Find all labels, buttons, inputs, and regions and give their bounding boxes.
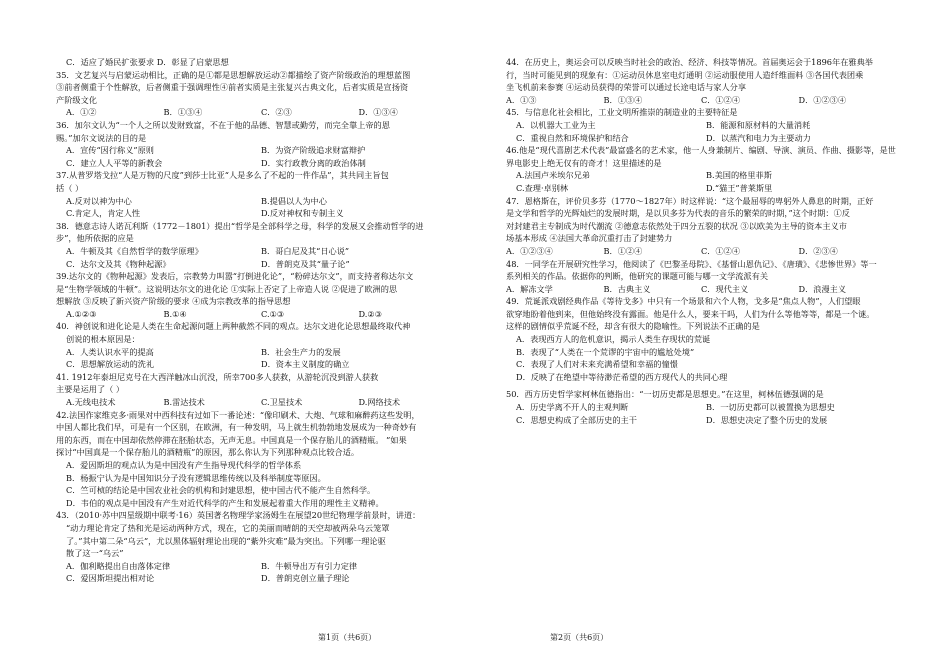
question-text-line: 47．恩格斯在，评价贝多芬（1770～1827年）时这样说：“这个最屈辱的卑躬外人鼻息的时期，正好 — [506, 195, 874, 206]
question-text-line: 想解放 ③反映了新兴资产阶级的要求 ④成为宗教改革的指导思想 — [56, 296, 291, 307]
question-text-line: C．适应了婚民扩张要求 D．彰显了启蒙思想 — [66, 57, 229, 67]
answer-option: A．宣传“因行称义”原则 — [66, 145, 154, 156]
answer-option: C．思想解放运动的洗礼 — [66, 359, 155, 370]
answer-option: A．以机器大工业为主 — [516, 119, 596, 130]
question-text-line: 产阶级文化 — [56, 94, 97, 105]
answer-option: A．①②③④ — [506, 245, 553, 256]
question-text-line: 步”，他所依据的应是 — [56, 233, 134, 244]
question-text-line: 40．神创说和进化论是人类在生命起源问题上两种截然不同的观点。达尔文进化论思想最终取代神 — [56, 321, 411, 332]
question-text-line: 界电影史上绝无仅有的奇才！这里描述的是 — [506, 157, 662, 168]
answer-options-row — [506, 414, 896, 427]
answer-option: C．爱因斯坦提出相对论 — [66, 573, 155, 584]
question-text-line: 行，当时可能见到的现象有：①运动员休息室电灯通明 ②运动服使用人造纤维面料 ③各国代表团乘 — [506, 69, 864, 80]
question-text-line: 用的东西，而在中国却依然停滞在胚胎状态，无声无息。中国真是一个保存胎儿的酒精瓶。 ”如果 — [56, 434, 407, 445]
answer-option: D．思想史决定了整个历史的发展 — [706, 414, 828, 425]
question-text-line: 探讨“中国真是一个保存胎儿的酒精瓶”的原因，那么你认为下列那种观点比较合适。 — [56, 447, 360, 458]
answer-option: B.美国的格里菲斯 — [706, 170, 772, 181]
question-text-line: 中国人都比我们早，可是有一个区别，在欧洲，有一种发明，马上就生机勃勃地发展成为一种奇妙有 — [56, 422, 417, 433]
question-text-line: 是“生物学领域的牛顿”。这说明达尔文的进化论 ①实际上否定了上帝造人说 ②促进了欧洲的思 — [56, 283, 398, 294]
question-text-line: 括（ ） — [56, 182, 84, 193]
question-text-line: 创说的根本原因是： — [66, 334, 140, 345]
answer-option: D．普朗克创立量子理论 — [261, 573, 350, 584]
answer-option: C．建立人人平等的新教会 — [66, 157, 163, 168]
answer-option: C．①②④ — [701, 94, 741, 105]
answer-options-row — [56, 195, 456, 208]
question-text-line: 49．荒诞派戏剧经典作品《等待戈多》中只有一个场景和六个人物，戈多是“焦点人物”，人们望眼 — [506, 296, 861, 307]
answer-options-row — [56, 358, 456, 371]
answer-options-row — [506, 94, 896, 107]
answer-options-row — [506, 169, 896, 182]
answer-option: D．普朗克及其“量子论” — [261, 258, 350, 269]
answer-option: A．伽利略提出自由落体定律 — [66, 560, 171, 571]
answer-option: D.反对神权和专制主义 — [261, 208, 344, 219]
question-text-line: B．杨振宁认为是中国知识分子没有逻辑思维传统以及科举制度等原因。 — [66, 472, 326, 483]
question-text-line: 欲穿地盼着他到来，但他始终没有露面。他是什么人，要来干吗，人们为什么等他等等，都是一个谜。 — [506, 308, 875, 319]
answer-option: B．一切历史都可以被置换为思想史 — [706, 402, 835, 413]
question-text-line: D．韦伯的观点是中国没有产生对近代科学的产生和发展起着重大作用的理性主义精神。 — [66, 497, 384, 508]
answer-option: B．牛顿导出万有引力定律 — [261, 560, 358, 571]
answer-options-row — [506, 401, 896, 414]
question-text-line: 赐。”加尔文说法的目的是 — [56, 132, 147, 143]
answer-option: A.无线电技术 — [66, 397, 116, 408]
answer-option: A．①③ — [506, 94, 537, 105]
answer-options-row — [506, 283, 896, 296]
question-text-line: 36．加尔文认为“一个人之所以发财致富，不在于他的品德、智慧或勤劳，而完全靠上帝的恩 — [56, 119, 390, 130]
question-text-line: 坐飞机前来参赛 ④运动员获得的荣誉可以通过长途电话与家人分享 — [506, 82, 747, 93]
answer-option: C.卫星技术 — [261, 397, 303, 408]
answer-option: B．古典主义 — [603, 283, 651, 294]
answer-option: D．①③④ — [358, 107, 398, 118]
answer-option: C．①②④ — [701, 245, 741, 256]
answer-options-row — [56, 346, 456, 359]
question-text-line: 50．西方历史哲学家柯林伍德指出：“一切历史都是思想史。”在这里，柯林伍德强调的是 — [506, 389, 824, 400]
answer-option: B.提倡以人为中心 — [261, 195, 327, 206]
answer-option: A.法国卢米埃尔兄弟 — [516, 170, 591, 181]
answer-options-row — [56, 245, 456, 258]
answer-option: A.反对以神为中心 — [66, 195, 132, 206]
answer-option: B.雷达技术 — [163, 397, 205, 408]
answer-option: D．①②③④ — [798, 94, 847, 105]
question-text-line: 44．在历史上，奥运会可以反映当时社会的政治、经济、科技等情况。首届奥运会于1896年在雅典举 — [506, 57, 873, 67]
answer-option: D．实行政教分离的政治体制 — [261, 157, 366, 168]
answer-option: D.网络技术 — [358, 397, 401, 408]
answer-options-row — [506, 245, 896, 258]
question-text-line: 系列相关的作品。依据你的判断，他研究的课题可能与哪一文学流派有关 — [506, 271, 769, 282]
answer-option: C．重视自然和环境保护和结合 — [516, 132, 629, 143]
answer-option: A．①② — [66, 107, 97, 118]
answer-option: B．①③④ — [603, 94, 643, 105]
question-text-line: 了。”其中第二朵“乌云”，尤以黑体辐射理论出现的“紫外灾难”最为突出。下列哪一理论驱 — [66, 535, 386, 546]
question-text-line: 场基本形成 ④法国大革命沉重打击了封建势力 — [506, 233, 673, 244]
question-text-line: 主要是运用了（ ） — [56, 384, 125, 395]
question-text-line: 42.法国作家维克多·雨果对中西科技有过如下一番论述：“像印刷术、大炮、气球和麻醉药这些发明， — [56, 409, 420, 420]
question-text-line: 43．（2010·苏中四星级期中联考·16）英国著名物理学家汤姆生在展望20世纪物理学前景时，讲道： — [56, 510, 421, 521]
question-text-line: ③前者侧重于个性解放，后者侧重于强调理性④前者实质是主张复兴古典文化，后者实质是宣扬资 — [56, 82, 409, 93]
answer-option: B．社会生产力的发展 — [261, 346, 341, 357]
question-text-line: 38．德意志诗人诺瓦利斯（1772－1801）提出“哲学是全部科学之母，科学的发展又会推动哲学的进 — [56, 220, 424, 231]
answer-option: C.①③ — [261, 308, 285, 319]
question-text-line: 37.从普罗塔戈拉“人是万物的尺度”到莎士比亚“人是多么了不起的一件作品”，其共同主旨包 — [56, 170, 389, 181]
answer-options-row — [56, 144, 456, 157]
question-text-line: C．表现了人们对未来充满希望和幸福的憧憬 — [516, 359, 678, 370]
answer-options-row — [56, 207, 456, 220]
answer-option: D.②③ — [358, 308, 383, 319]
question-text-line: 对封建君主专制成为时代潮流 ②德意志依然处于四分五裂的状况 ③以欧美为主导的资本主义市 — [506, 220, 847, 231]
answer-option: D．以蒸汽和电力为主要动力 — [706, 132, 811, 143]
question-text-line: 45．与信息化社会相比，工业文明所推崇的制造业的主要特征是 — [506, 107, 738, 118]
answer-option: A．牛顿及其《自然哲学的数学原理》 — [66, 245, 203, 256]
page-2-footer: 第2页（共6页） — [550, 633, 609, 642]
page-1-column — [56, 56, 456, 628]
question-text-line: C．竺可桢的结论是中国农业社会的机构和封建思想，使中国古代不能产生自然科学。 — [66, 485, 376, 496]
answer-option: D．浪漫主义 — [798, 283, 847, 294]
answer-option: B．①③④ — [163, 107, 203, 118]
answer-option: C.查理·卓别林 — [516, 182, 569, 193]
question-text-line: “动力理论肯定了热和光是运动两种方式，现在，它的美丽而晴朗的天空却被两朵乌云笼罩 — [66, 522, 390, 533]
answer-options-row — [56, 572, 456, 585]
answer-options-row — [56, 308, 456, 321]
answer-options-row — [56, 157, 456, 170]
answer-option: C.肯定人，肯定人性 — [66, 208, 141, 219]
answer-option: B．①②④ — [603, 245, 643, 256]
question-text-line: 48．一同学在开展研究性学习，他阅读了《巴黎圣母院》、《基督山恩仇记》、《唐璜》、《悲惨世界》等一 — [506, 258, 877, 269]
page-1-footer: 第1页（共6页） — [318, 633, 377, 642]
question-text-line: 46.他是“现代喜剧艺术代表”最富盛名的艺术家，他一人身兼制片、编剧、导演、演员、作曲、摄影等，是世 — [506, 145, 896, 156]
answer-option: A．人类认识水平的提高 — [66, 346, 154, 357]
answer-options-row — [56, 560, 456, 573]
page-2-column — [506, 56, 896, 628]
answer-options-row — [56, 258, 456, 271]
answer-option: B．为资产阶级追求财富辩护 — [261, 145, 366, 156]
answer-option: C．现代主义 — [701, 283, 749, 294]
answer-option: B．哥白尼及其“日心说” — [261, 245, 350, 256]
question-text-line: 这样的剧情似乎荒诞不经，却含有很大的隐喻性。下列说法不正确的是 — [506, 321, 760, 332]
answer-option: B．能源和原材料的大量消耗 — [706, 119, 811, 130]
answer-options-row — [56, 106, 456, 119]
answer-option: C．②③ — [261, 107, 292, 118]
answer-options-row — [56, 396, 456, 409]
answer-options-row — [506, 182, 896, 195]
question-text-line: A．爱因斯坦的观点认为是中国没有产生指导现代科学的哲学体系 — [66, 460, 302, 470]
answer-option: D.“猫王”普莱斯里 — [706, 182, 773, 193]
answer-option: D．②③④ — [798, 245, 838, 256]
question-text-line: 散了这一“乌云” — [66, 548, 124, 559]
answer-options-row — [506, 132, 896, 145]
answer-option: C．思想史构成了全部历史的主干 — [516, 414, 637, 425]
answer-option: A.①②③ — [66, 308, 97, 319]
answer-option: B.①④ — [163, 308, 187, 319]
question-text-line: B．表现了“人类在一个荒谬的宇宙中的尴尬处境” — [516, 346, 695, 357]
question-text-line: 39.达尔文的《物种起源》发表后，宗教势力叫嚣“打倒进化论”，“粉碎达尔文”，而支持者称达尔文 — [56, 271, 414, 282]
question-text-line: D．反映了在绝望中等待渺茫希望的西方现代人的共同心理 — [516, 371, 728, 382]
question-text-line: 41. 1912年泰坦尼克号在大西洋触冰山沉没，所幸700多人获救，从游轮沉没到游人获救 — [56, 371, 379, 382]
answer-options-row — [506, 119, 896, 132]
answer-option: A．解冻文学 — [506, 283, 553, 294]
question-text-line: A．表现西方人的危机意识，揭示人类生存现状的荒诞 — [516, 334, 711, 345]
answer-option: C．达尔文及其《物种起源》 — [66, 258, 171, 269]
answer-option: A．历史学离不开人的主观判断 — [516, 402, 629, 413]
question-text-line: 35．文艺复兴与启蒙运动相比，正确的是①都是思想解放运动②都描绘了资产阶级政治的理想蓝图 — [56, 69, 411, 80]
question-text-line: 是文学和哲学的光辉灿烂的发展时期，是以贝多芬为代表的音乐的繁荣的时期，”这个时期：①反 — [506, 208, 850, 219]
answer-option: D．资本主义制度的确立 — [261, 359, 350, 370]
